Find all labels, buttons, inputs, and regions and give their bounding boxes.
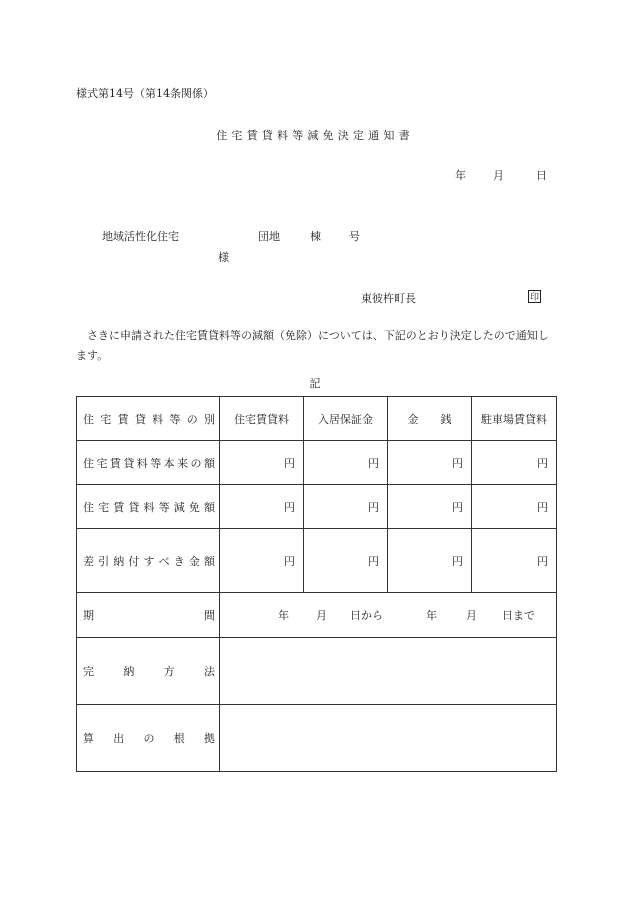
row-label-calculation-basis xyxy=(77,705,220,772)
reduction-table xyxy=(76,396,557,772)
label-char: 貸 xyxy=(128,500,140,514)
label-char: 住 xyxy=(83,456,94,470)
table-row xyxy=(77,441,557,485)
label-char: 住 xyxy=(83,500,94,514)
table-row xyxy=(77,529,557,593)
label-char: 免 xyxy=(188,500,200,514)
date-year-label: 年 xyxy=(455,169,466,182)
amount-cell[interactable]: 円 xyxy=(304,441,388,485)
svg-text:印: 印 xyxy=(529,293,540,303)
label-char: 料 xyxy=(136,456,148,470)
label-char: 額 xyxy=(203,456,215,470)
label-char: 法 xyxy=(203,665,215,678)
period-to-year: 年 xyxy=(426,609,437,622)
label-char: の xyxy=(143,732,155,745)
label-char: 貸 xyxy=(123,456,135,470)
period-from-year: 年 xyxy=(278,609,289,622)
period-from-day: 日から xyxy=(350,609,383,622)
period-to-month: 月 xyxy=(466,609,477,622)
period-row xyxy=(77,593,557,638)
label-char: 完 xyxy=(83,665,94,678)
calculation-basis-cell[interactable] xyxy=(220,705,557,772)
label-char: 金 xyxy=(188,554,200,568)
label-char: 等 xyxy=(158,500,170,514)
amount-cell[interactable]: 円 xyxy=(472,485,557,529)
col-parking-rent: 駐車場賃貸料 xyxy=(472,397,557,441)
amount-cell[interactable]: 円 xyxy=(220,485,304,529)
label-char: 算 xyxy=(83,732,94,745)
col-housing-rent: 住宅賃貸料 xyxy=(220,397,304,441)
label-char: 期 xyxy=(83,609,94,622)
label-char: 額 xyxy=(204,554,215,568)
amount-cell[interactable]: 円 xyxy=(472,441,557,485)
issuer-name: 東彼杵町長 xyxy=(361,292,416,305)
col-deposit: 入居保証金 xyxy=(304,397,388,441)
seal-icon xyxy=(528,290,541,303)
label-char: 差 xyxy=(83,554,94,568)
row-label-reduction-amount xyxy=(77,485,220,529)
amount-cell[interactable]: 円 xyxy=(220,441,304,485)
col-money: 金 銭 xyxy=(388,397,472,441)
amount-cell[interactable]: 円 xyxy=(388,529,472,593)
label-char: 賃 xyxy=(117,412,129,426)
addressee-line xyxy=(102,228,360,244)
amount-cell[interactable]: 円 xyxy=(304,485,388,529)
amount-cell[interactable]: 円 xyxy=(388,485,472,529)
housing-type: 地域活性化住宅 xyxy=(102,230,179,243)
label-char: 出 xyxy=(113,732,125,745)
amount-cell[interactable]: 円 xyxy=(472,529,557,593)
document-title: 住宅賃貸料等減免決定通知書 xyxy=(216,129,414,142)
label-char: 料 xyxy=(152,412,164,426)
label-char: 納 xyxy=(123,665,135,678)
amount-cell[interactable]: 円 xyxy=(220,529,304,593)
label-char: 貸 xyxy=(134,412,146,426)
ki-heading: 記 xyxy=(309,377,321,390)
amount-cell[interactable]: 円 xyxy=(304,529,388,593)
honorific: 様 xyxy=(218,251,229,264)
label-char: 宅 xyxy=(100,412,112,426)
period-from-month: 月 xyxy=(316,609,327,622)
unit-label: 号 xyxy=(349,230,360,243)
period-cell[interactable] xyxy=(220,593,557,638)
label-char: 減 xyxy=(173,500,185,514)
row-label-payment-method xyxy=(77,638,220,705)
date-month-label: 月 xyxy=(493,169,504,182)
body-paragraph: さきに申請された住宅賃貸料等の減額（免除）については、下記のとおり決定したので通知します。 xyxy=(76,329,549,362)
form-number: 様式第14号（第14条関係） xyxy=(76,87,214,100)
table-row xyxy=(77,485,557,529)
date-line xyxy=(455,167,547,183)
table-header-row xyxy=(77,397,557,441)
label-char: 料 xyxy=(143,500,155,514)
label-char: 宅 xyxy=(96,456,108,470)
amount-cell[interactable]: 円 xyxy=(388,441,472,485)
seal-mark xyxy=(528,290,541,304)
label-char: 賃 xyxy=(109,456,121,470)
label-char: 納 xyxy=(113,554,125,568)
label-char: 等 xyxy=(169,412,181,426)
label-char: の xyxy=(190,456,202,470)
label-char: き xyxy=(173,554,185,568)
row-label-period xyxy=(77,593,220,638)
row-label-original-amount xyxy=(77,441,220,485)
danchi-label: 団地 xyxy=(258,230,280,243)
label-char: 方 xyxy=(163,665,175,678)
basis-row xyxy=(77,705,557,772)
period-to-day: 日まで xyxy=(502,609,535,622)
label-char: 等 xyxy=(150,456,162,470)
label-char: 住 xyxy=(83,412,94,426)
label-char: す xyxy=(143,554,155,568)
label-char: 付 xyxy=(128,554,140,568)
label-char: 賃 xyxy=(113,500,125,514)
label-char: 拠 xyxy=(204,732,215,745)
date-day-label: 日 xyxy=(536,169,547,182)
label-char: 別 xyxy=(203,412,215,426)
label-char: べ xyxy=(158,554,170,568)
label-char: 本 xyxy=(163,456,175,470)
row-label-payable-amount xyxy=(77,529,220,593)
label-char: 根 xyxy=(173,732,185,745)
label-char: 引 xyxy=(98,554,110,568)
label-char: 間 xyxy=(204,609,215,622)
label-char: 宅 xyxy=(98,500,110,514)
header-label-cell xyxy=(77,397,220,441)
label-char: 額 xyxy=(204,500,215,514)
building-label: 棟 xyxy=(310,230,321,243)
label-char: 来 xyxy=(177,456,189,470)
label-char: の xyxy=(186,412,198,426)
method-row xyxy=(77,638,557,705)
payment-method-cell[interactable] xyxy=(220,638,557,705)
